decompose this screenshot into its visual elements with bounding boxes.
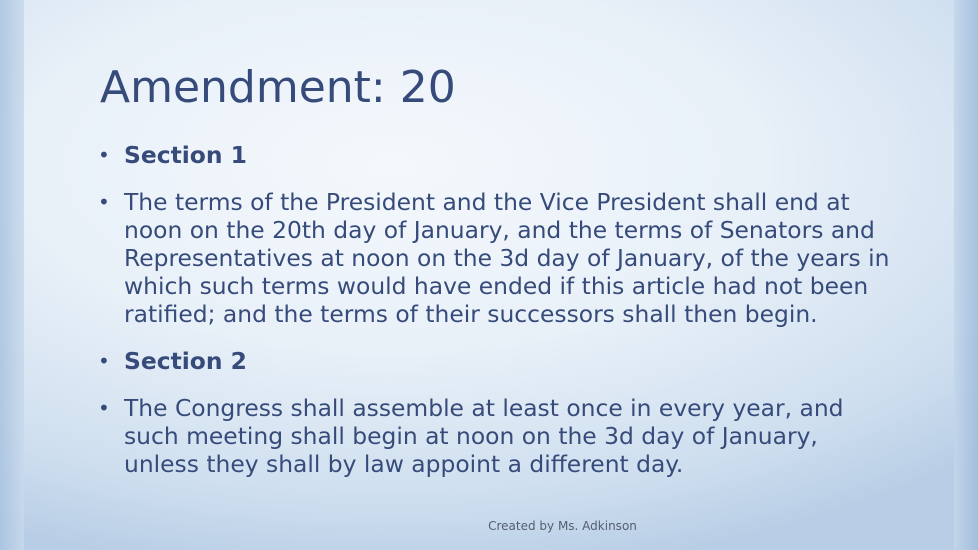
- slide-edge-right: [954, 0, 978, 550]
- bullet-section-1-body: [98, 188, 898, 328]
- bullet-text: The terms of the President and the Vice President shall end at noon on the 20th day of January, and the terms of Senators and Representatives at noon on the 3d day of January, of the years in which such terms would have ended if this article had not been ratified; and the terms of their successors shall then begin.: [124, 188, 890, 328]
- bullet-icon: •: [98, 190, 110, 214]
- bullet-text: Section 1: [124, 141, 247, 169]
- bullet-icon: •: [98, 143, 110, 167]
- bullet-list: [98, 141, 898, 497]
- slide-edge-left: [0, 0, 24, 550]
- bullet-section-2-heading: [98, 347, 898, 375]
- bullet-text: The Congress shall assemble at least once in every year, and such meeting shall begin at noon on the 3d day of January, unless they shall by law appoint a different day.: [124, 394, 844, 478]
- slide-title: Amendment: 20: [100, 62, 456, 113]
- bullet-icon: •: [98, 349, 110, 373]
- bullet-section-2-body: [98, 394, 898, 478]
- bullet-section-1-heading: [98, 141, 898, 169]
- bullet-icon: •: [98, 396, 110, 420]
- bullet-text: Section 2: [124, 347, 247, 375]
- slide-footer: Created by Ms. Adkinson: [488, 519, 637, 533]
